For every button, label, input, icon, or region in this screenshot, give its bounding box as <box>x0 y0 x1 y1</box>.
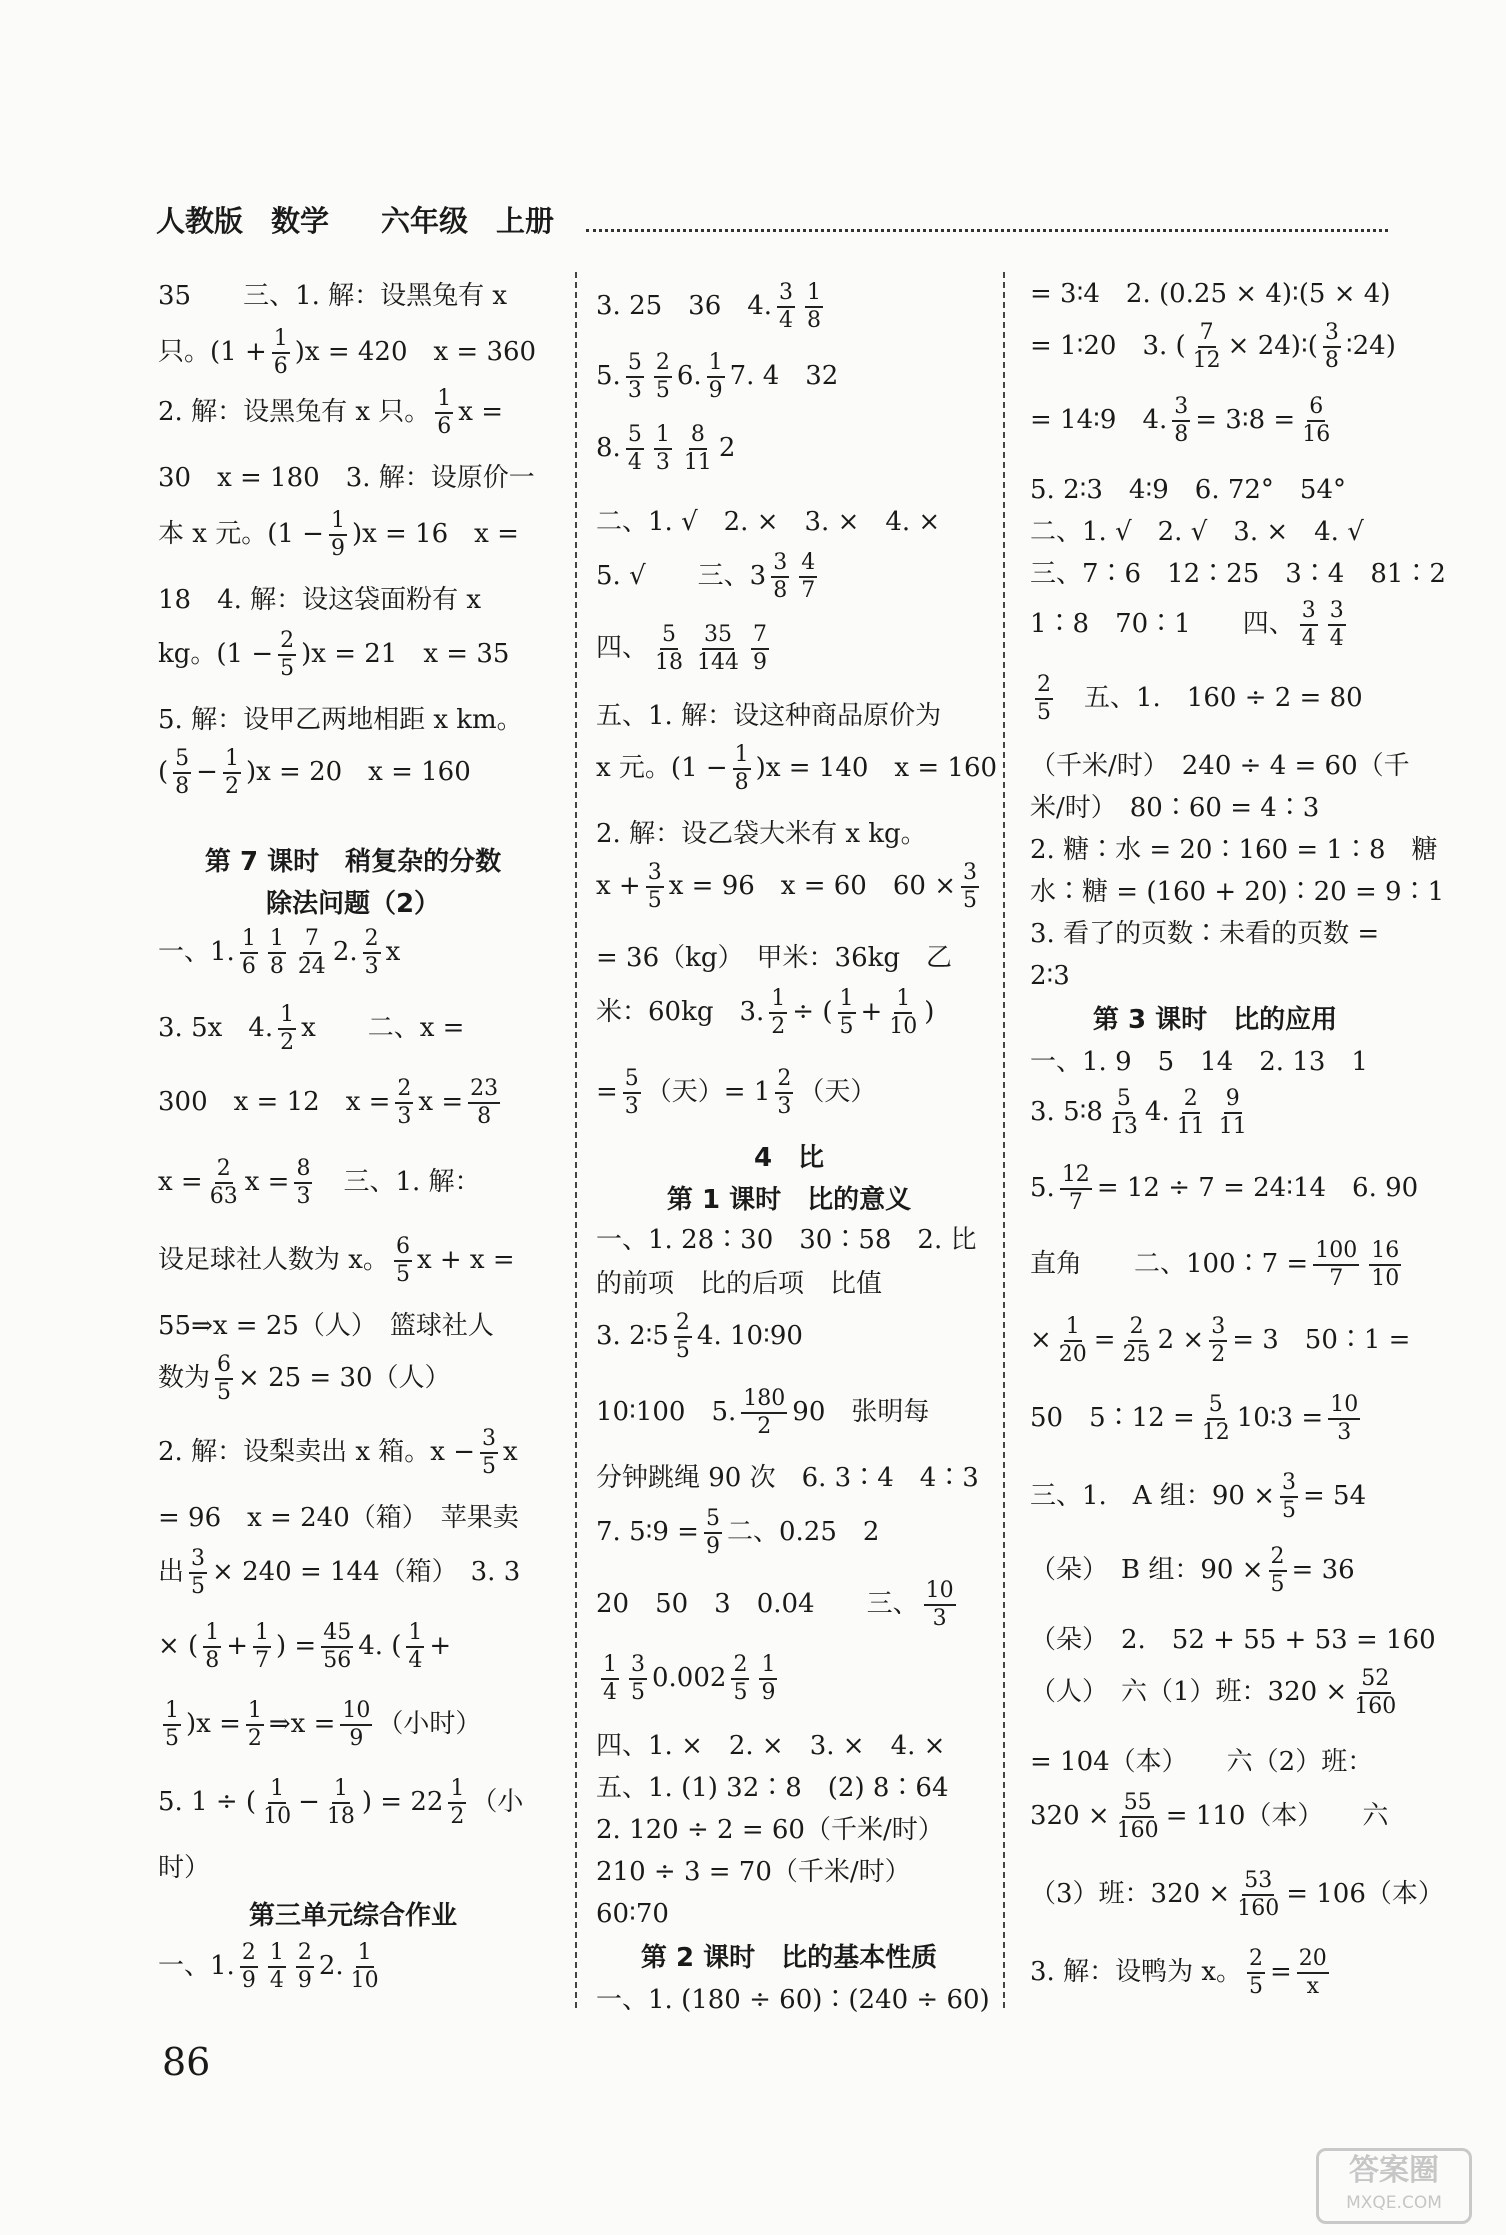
fraction: $\frac{10}{3}$ <box>925 1578 954 1631</box>
answer-line: 3. 解：设鸭为 x。 $\frac{2}{5}$ = $\frac{20}{x}$ <box>1030 1946 1327 1999</box>
answer-line: （3）班：320 × $\frac{53}{160}$ = 106（本） <box>1030 1868 1444 1921</box>
fraction: $\frac{5}{3}$ <box>624 1066 639 1119</box>
fraction: $\frac{1}{9}$ <box>330 508 345 561</box>
answer-line: 出 $\frac{3}{5}$ × 240 = 144（箱） 3. 3 <box>158 1546 521 1599</box>
page-number: 86 <box>162 2040 211 2084</box>
fraction: $\frac{1}{18}$ <box>326 1776 355 1829</box>
fraction: $\frac{2}{5}$ <box>733 1652 748 1705</box>
answer-line: 5. 解：设甲乙两地相距 x km。 <box>158 705 523 735</box>
answer-line: 水∶糖 = (160 + 20)∶20 = 9∶1 <box>1030 877 1445 907</box>
fraction: $\frac{1}{20}$ <box>1058 1314 1087 1367</box>
fraction: $\frac{1}{10}$ <box>889 986 918 1039</box>
fraction: $\frac{5}{12}$ <box>1201 1392 1230 1445</box>
answer-line: 时） <box>158 1853 211 1883</box>
fraction: $\frac{1}{8}$ <box>269 926 284 979</box>
answer-line: 5. 2∶3 4∶9 6. 72° 54° <box>1030 475 1347 505</box>
fraction: $\frac{2}{25}$ <box>1122 1314 1151 1367</box>
fraction: $\frac{6}{5}$ <box>395 1234 410 1287</box>
answer-line: 3. 25 36 4. $\frac{3}{4}$ $\frac{1}{8}$ <box>596 280 822 333</box>
answer-line: 三、1. A 组：90 × $\frac{3}{5}$ = 54 <box>1030 1470 1367 1523</box>
fraction: $\frac{3}{5}$ <box>481 1426 496 1479</box>
fraction: $\frac{10}{3}$ <box>1330 1392 1359 1445</box>
fraction: $\frac{3}{4}$ <box>779 280 794 333</box>
fraction: $\frac{1}{6}$ <box>437 386 452 439</box>
answer-line: 一、1. $\frac{1}{6}$ $\frac{1}{8}$ $\frac{7}{24}$ 2. $\frac{2}{3}$ x <box>158 926 401 979</box>
fraction: $\frac{6}{5}$ <box>217 1352 232 1405</box>
answer-line: 30 x = 180 3. 解：设原价一 <box>158 463 535 493</box>
answer-line: 18 4. 解：设这袋面粉有 x <box>158 585 482 615</box>
answer-line: 10∶100 5. $\frac{180}{2}$ 90 张明每 <box>596 1386 930 1439</box>
column-divider-1 <box>575 272 577 2008</box>
grade-label: 六年级 <box>381 204 469 238</box>
answer-line: 一、1. (180 ÷ 60)∶(240 ÷ 60) <box>596 1985 990 2015</box>
answer-line: = 1∶20 3. ( $\frac{7}{12}$ × 24)∶( $\frac{3}{8}$ ∶24) <box>1030 320 1396 373</box>
answer-line: 四、1. × 2. × 3. × 4. × <box>596 1731 946 1761</box>
answer-line: 50 5∶12 = $\frac{5}{12}$ 10∶3 = $\frac{10}{3}$ <box>1030 1392 1359 1445</box>
answer-line: 米：60kg 3. $\frac{1}{2}$ ÷ ( $\frac{1}{5}$ + $\frac{1}{10}$ ) <box>596 986 935 1039</box>
fraction: $\frac{2}{5}$ <box>1249 1946 1263 1999</box>
fraction: $\frac{1}{2}$ <box>224 746 239 799</box>
fraction: $\frac{1}{3}$ <box>655 422 670 475</box>
fraction: $\frac{1}{4}$ <box>603 1652 617 1705</box>
fraction: $\frac{2}{3}$ <box>777 1066 792 1119</box>
fraction: $\frac{4}{7}$ <box>801 550 816 603</box>
fraction: $\frac{6}{16}$ <box>1302 394 1331 447</box>
fraction: $\frac{5}{3}$ <box>627 350 642 403</box>
answer-line: 3. 看了的页数∶未看的页数 = <box>1030 919 1380 949</box>
answer-line: 3. 5x 4. $\frac{1}{2}$ x 二、x = <box>158 1002 465 1055</box>
fraction: $\frac{2}{5}$ <box>1270 1544 1285 1597</box>
fraction: $\frac{1}{2}$ <box>280 1002 295 1055</box>
fraction: $\frac{2}{3}$ <box>397 1076 412 1129</box>
fraction: $\frac{3}{4}$ <box>1301 598 1316 651</box>
fraction: $\frac{2}{9}$ <box>241 1940 256 1993</box>
fraction: $\frac{2}{5}$ <box>280 628 295 681</box>
lesson-title: 除法问题（2） <box>265 889 441 919</box>
answer-line: 8. $\frac{5}{4}$ $\frac{1}{3}$ $\frac{8}{11}$ 2 <box>596 422 736 475</box>
fraction: $\frac{1}{9}$ <box>761 1652 776 1705</box>
fraction: $\frac{5}{18}$ <box>655 622 684 675</box>
fraction: $\frac{45}{56}$ <box>323 1620 352 1673</box>
fraction: $\frac{2}{5}$ <box>1037 672 1051 725</box>
fraction: $\frac{1}{4}$ <box>408 1620 423 1673</box>
fraction: $\frac{1}{8}$ <box>734 742 749 795</box>
answer-line: 5. 1 ÷ ( $\frac{1}{10}$ − $\frac{1}{18}$ ) = 22 $\frac{1}{2}$ （小 <box>158 1776 524 1829</box>
fraction: $\frac{5}{8}$ <box>175 746 190 799</box>
answer-line: 1∶8 70∶1 四、 $\frac{3}{4}$ $\frac{3}{4}$ <box>1030 598 1344 651</box>
fraction: $\frac{1}{10}$ <box>350 1940 379 1993</box>
answer-line: 2. 解：设梨卖出 x 箱。x − $\frac{3}{5}$ x <box>158 1426 518 1479</box>
answer-line: $\frac{1}{5}$ )x = $\frac{1}{2}$ ⇒x = $\frac{10}{9}$ （小时） <box>165 1698 482 1751</box>
answer-line: = 96 x = 240（箱） 苹果卖 <box>158 1503 519 1533</box>
fraction: $\frac{1}{8}$ <box>807 280 822 333</box>
answer-line: = 14∶9 4. $\frac{3}{8}$ = 3∶8 = $\frac{6}{16}$ <box>1030 394 1331 447</box>
fraction: $\frac{12}{7}$ <box>1061 1162 1090 1215</box>
fraction: $\frac{3}{8}$ <box>1174 394 1189 447</box>
answer-line: 35 三、1. 解：设黑兔有 x <box>158 281 508 311</box>
answer-line: × $\frac{1}{20}$ = $\frac{2}{25}$ 2 × $\frac{3}{2}$ = 3 50∶1 = <box>1030 1314 1411 1367</box>
answer-line: （千米/时） 240 ÷ 4 = 60（千 <box>1030 751 1410 781</box>
answer-line: 7. 5∶9 = $\frac{5}{9}$ 二、0.25 2 <box>596 1506 880 1559</box>
lesson-title: 第 2 课时 比的基本性质 <box>640 1943 938 1973</box>
answer-line: 五、1. 解：设这种商品原价为 <box>596 701 942 731</box>
answer-line: 55⇒x = 25（人） 篮球社人 <box>158 1311 494 1341</box>
fraction: $\frac{1}{2}$ <box>247 1698 262 1751</box>
answer-line: 210 ÷ 3 = 70（千米/时） <box>596 1857 911 1887</box>
unit-title: 4 比 <box>753 1143 825 1173</box>
fraction: $\frac{3}{5}$ <box>191 1546 206 1599</box>
answer-line: 二、1. √ 2. × 3. × 4. × <box>596 507 941 537</box>
unit-title: 第三单元综合作业 <box>248 1901 457 1931</box>
fraction: $\frac{10}{9}$ <box>342 1698 371 1751</box>
answer-line: 300 x = 12 x = $\frac{2}{3}$ x = $\frac{23}{8}$ <box>158 1076 499 1129</box>
answer-line: 只。(1 + $\frac{1}{6}$ )x = 420 x = 360 <box>158 326 537 379</box>
answer-line: 分钟跳绳 90 次 6. 3∶4 4∶3 <box>596 1463 979 1493</box>
fraction: $\frac{3}{5}$ <box>647 860 662 913</box>
answer-line: 米/时） 80∶60 = 4∶3 <box>1030 793 1320 823</box>
fraction: $\frac{3}{8}$ <box>773 550 788 603</box>
answer-line: = 104（本） 六（2）班： <box>1030 1747 1374 1777</box>
answer-line: x + $\frac{3}{5}$ x = 96 x = 60 60 × $\frac{3}{5}$ <box>596 860 977 913</box>
answer-line: 5. √ 三、3 $\frac{3}{8}$ $\frac{4}{7}$ <box>596 550 816 603</box>
fraction: $\frac{180}{2}$ <box>743 1386 786 1439</box>
volume-label: 上册 <box>496 204 555 238</box>
answer-line: 320 × $\frac{55}{160}$ = 110（本） 六 <box>1030 1790 1389 1843</box>
answer-line: （朵） B 组：90 × $\frac{2}{5}$ = 36 <box>1030 1544 1355 1597</box>
fraction: $\frac{1}{5}$ <box>839 986 854 1039</box>
fraction: $\frac{1}{8}$ <box>205 1620 220 1673</box>
watermark-logo: 答案圈 MXQE.COM <box>1316 2148 1472 2224</box>
answer-line: 设足球社人数为 x。 $\frac{6}{5}$ x + x = <box>158 1234 515 1287</box>
answer-line: ( $\frac{5}{8}$ − $\frac{1}{2}$ )x = 20 x = 160 <box>158 746 471 799</box>
lesson-title: 第 1 课时 比的意义 <box>666 1185 912 1215</box>
fraction: $\frac{53}{160}$ <box>1237 1868 1280 1921</box>
answer-line: 数为 $\frac{6}{5}$ × 25 = 30（人） <box>158 1352 451 1405</box>
answer-line: 五、1. (1) 32∶8 (2) 8∶64 <box>596 1773 949 1803</box>
answer-line: × ( $\frac{1}{8}$ + $\frac{1}{7}$ ) = $\frac{45}{56}$ 4. ( $\frac{1}{4}$ + <box>158 1620 452 1673</box>
answer-line: $\frac{2}{5}$ 五、1. 160 ÷ 2 = 80 <box>1037 672 1363 725</box>
fraction: $\frac{3}{5}$ <box>1281 1470 1296 1523</box>
fraction: $\frac{8}{3}$ <box>296 1156 311 1209</box>
publisher-label: 人教版 <box>156 204 244 238</box>
fraction: $\frac{1}{6}$ <box>241 926 256 979</box>
answer-line: 3. 5∶8 $\frac{5}{13}$ 4. $\frac{2}{11}$ $\frac{9}{11}$ <box>1030 1086 1247 1139</box>
fraction: $\frac{2}{5}$ <box>655 350 670 403</box>
fraction: $\frac{5}{4}$ <box>627 422 642 475</box>
fraction: $\frac{35}{144}$ <box>697 622 740 675</box>
answer-line: $\frac{1}{4}$ $\frac{3}{5}$ 0.002 $\frac{2}{5}$ $\frac{1}{9}$ <box>603 1652 776 1705</box>
column-divider-2 <box>1003 272 1005 2008</box>
fraction: $\frac{3}{5}$ <box>631 1652 645 1705</box>
answer-line: 一、1. 9 5 14 2. 13 1 <box>1030 1047 1368 1077</box>
fraction: $\frac{1}{7}$ <box>255 1620 269 1673</box>
answer-line: = 36（kg） 甲米：36kg 乙 <box>596 943 953 973</box>
fraction: $\frac{16}{10}$ <box>1371 1238 1400 1291</box>
fraction: $\frac{7}{12}$ <box>1192 320 1221 373</box>
answer-line: 本 x 元。(1 − $\frac{1}{9}$ )x = 16 x = <box>158 508 519 561</box>
fraction: $\frac{9}{11}$ <box>1218 1086 1247 1139</box>
fraction: $\frac{100}{7}$ <box>1315 1238 1358 1291</box>
fraction: $\frac{1}{9}$ <box>708 350 723 403</box>
answer-line: 2. 解：设黑兔有 x 只。 $\frac{1}{6}$ x = <box>158 386 503 439</box>
fraction: $\frac{7}{9}$ <box>753 622 768 675</box>
fraction: $\frac{1}{4}$ <box>269 1940 284 1993</box>
fraction: $\frac{8}{11}$ <box>683 422 712 475</box>
answer-line: 一、1. 28∶30 30∶58 2. 比 <box>596 1225 977 1255</box>
fraction: $\frac{52}{160}$ <box>1354 1666 1397 1719</box>
answer-line: kg。(1 − $\frac{2}{5}$ )x = 21 x = 35 <box>158 628 510 681</box>
fraction: $\frac{3}{5}$ <box>962 860 977 913</box>
answer-line: 3. 2∶5 $\frac{2}{5}$ 4. 10∶90 <box>596 1310 803 1363</box>
answer-line: = $\frac{5}{3}$ （天）= 1 $\frac{2}{3}$ （天） <box>596 1066 877 1119</box>
fraction: $\frac{2}{9}$ <box>297 1940 312 1993</box>
fraction: $\frac{3}{2}$ <box>1211 1314 1226 1367</box>
fraction: $\frac{1}{2}$ <box>450 1776 465 1829</box>
fraction: $\frac{2}{5}$ <box>675 1310 690 1363</box>
fraction: $\frac{2}{63}$ <box>209 1156 238 1209</box>
answer-line: （朵） 2. 52 + 55 + 53 = 160 <box>1030 1625 1436 1655</box>
lesson-title: 第 3 课时 比的应用 <box>1092 1005 1338 1035</box>
fraction: $\frac{1}{6}$ <box>273 326 288 379</box>
fraction: $\frac{1}{10}$ <box>263 1776 292 1829</box>
page-header <box>156 196 1388 240</box>
fraction: $\frac{23}{8}$ <box>470 1076 499 1129</box>
answer-line: 2. 解：设乙袋大米有 x kg。 <box>596 819 927 849</box>
fraction: $\frac{20}{x}$ <box>1298 1946 1327 1999</box>
answer-line: 2∶3 <box>1030 961 1070 991</box>
answer-line: 60∶70 <box>596 1899 669 1929</box>
fraction: $\frac{7}{24}$ <box>297 926 326 979</box>
fraction: $\frac{3}{8}$ <box>1324 320 1339 373</box>
answer-line: = 3∶4 2. (0.25 × 4)∶(5 × 4) <box>1030 279 1391 309</box>
fraction: $\frac{55}{160}$ <box>1116 1790 1159 1843</box>
answer-line: （人） 六（1）班：320 × $\frac{52}{160}$ <box>1030 1666 1397 1719</box>
answer-line: 一、1. $\frac{2}{9}$ $\frac{1}{4}$ $\frac{2}{9}$ 2. $\frac{1}{10}$ <box>158 1940 379 1993</box>
answer-line: x 元。(1 − $\frac{1}{8}$ )x = 140 x = 160 <box>596 742 998 795</box>
answer-line: 三、7∶6 12∶25 3∶4 81∶2 <box>1030 559 1446 589</box>
answer-line: 2. 糖∶水 = 20∶160 = 1∶8 糖 <box>1030 835 1438 865</box>
subject-label: 数学 <box>271 204 330 238</box>
header-dotted-rule <box>586 229 1388 232</box>
fraction: $\frac{2}{11}$ <box>1176 1086 1205 1139</box>
answer-line: x = $\frac{2}{63}$ x = $\frac{8}{3}$ 三、1. 解： <box>158 1156 481 1209</box>
answer-line: 的前项 比的后项 比值 <box>596 1269 883 1299</box>
answer-line: 二、1. √ 2. √ 3. × 4. √ <box>1030 517 1364 547</box>
answer-line: 20 50 3 0.04 三、 $\frac{10}{3}$ <box>596 1578 954 1631</box>
fraction: $\frac{2}{3}$ <box>364 926 379 979</box>
fraction: $\frac{5}{9}$ <box>705 1506 720 1559</box>
lesson-title: 第 7 课时 稍复杂的分数 <box>204 847 502 877</box>
answer-line: 5. $\frac{5}{3}$ $\frac{2}{5}$ 6. $\frac{1}{9}$ 7. 4 32 <box>596 350 839 403</box>
answer-line: 四、 $\frac{5}{18}$ $\frac{35}{144}$ $\frac{7}{9}$ <box>596 622 768 675</box>
fraction: $\frac{1}{5}$ <box>165 1698 179 1751</box>
fraction: $\frac{1}{2}$ <box>771 986 786 1039</box>
fraction: $\frac{5}{13}$ <box>1109 1086 1138 1139</box>
fraction: $\frac{3}{4}$ <box>1329 598 1344 651</box>
answer-line: 2. 120 ÷ 2 = 60（千米/时） <box>596 1815 944 1845</box>
answer-line: 直角 二、100∶7 = $\frac{100}{7}$ $\frac{16}{10}$ <box>1030 1238 1400 1291</box>
answer-line: 5. $\frac{12}{7}$ = 12 ÷ 7 = 24∶14 6. 90 <box>1030 1162 1419 1215</box>
